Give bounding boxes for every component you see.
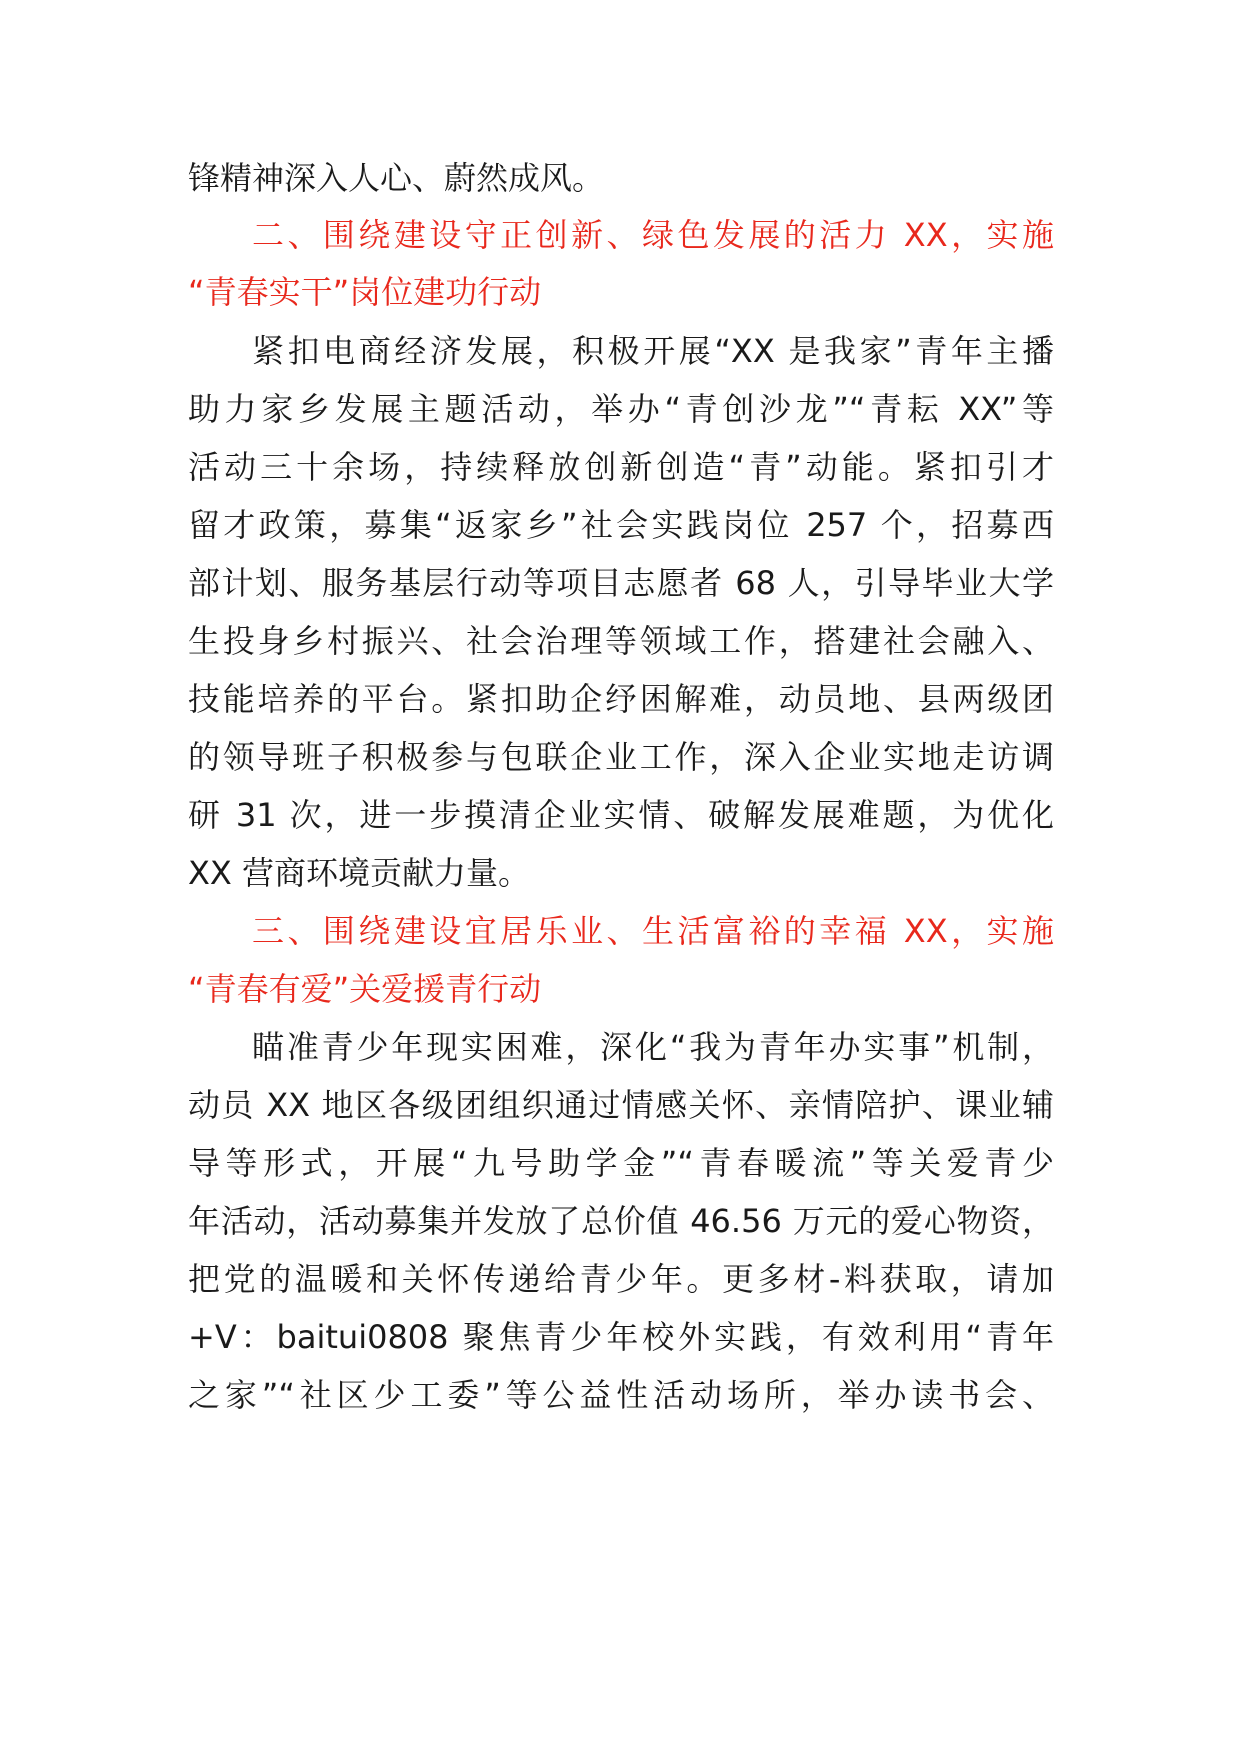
paragraph-line: 动员 XX 地区各级团组织通过情感关怀、亲情陪护、课业辅 [188,1086,1054,1124]
paragraph-line: 助力家乡发展主题活动，举办“青创沙龙”“青耘 XX”等 [188,390,1054,428]
section-heading-2: 二、围绕建设守正创新、绿色发展的活力 XX，实施 [252,216,1054,254]
paragraph-line: 年活动，活动募集并发放了总价值 46.56 万元的爱心物资， [188,1202,1054,1240]
section-heading-2-continued: “青春实干”岗位建功行动 [188,273,542,311]
paragraph-line: 生投身乡村振兴、社会治理等领域工作，搭建社会融入、 [188,622,1054,660]
paragraph-line: 把党的温暖和关怀传递给青少年。更多材-料获取，请加 [188,1260,1054,1298]
paragraph-line: 活动三十余场，持续释放创新创造“青”动能。紧扣引才 [188,448,1054,486]
section-heading-3-continued: “青春有爱”关爱援青行动 [188,970,542,1008]
paragraph-line: 导等形式，开展“九号助学金”“青春暖流”等关爱青少 [188,1144,1054,1182]
section-heading-3: 三、围绕建设宜居乐业、生活富裕的幸福 XX，实施 [252,912,1054,950]
paragraph-line: 紧扣电商经济发展，积极开展“XX 是我家”青年主播 [252,332,1054,370]
paragraph-line: 瞄准青少年现实困难，深化“我为青年办实事”机制， [252,1028,1054,1066]
paragraph-line: 留才政策，募集“返家乡”社会实践岗位 257 个，招募西 [188,506,1054,544]
paragraph-line: +V：baitui0808 聚焦青少年校外实践，有效利用“青年 [188,1318,1054,1356]
paragraph-line: 之家”“社区少工委”等公益性活动场所，举办读书会、 [188,1376,1054,1414]
paragraph-line: XX 营商环境贡献力量。 [188,854,531,892]
paragraph-line: 研 31 次，进一步摸清企业实情、破解发展难题，为优化 [188,796,1054,834]
paragraph-line: 锋精神深入人心、蔚然成风。 [188,159,605,197]
paragraph-line: 的领导班子积极参与包联企业工作，深入企业实地走访调 [188,738,1054,776]
paragraph-line: 技能培养的平台。紧扣助企纾困解难，动员地、县两级团 [188,680,1054,718]
paragraph-line: 部计划、服务基层行动等项目志愿者 68 人，引导毕业大学 [188,564,1054,602]
